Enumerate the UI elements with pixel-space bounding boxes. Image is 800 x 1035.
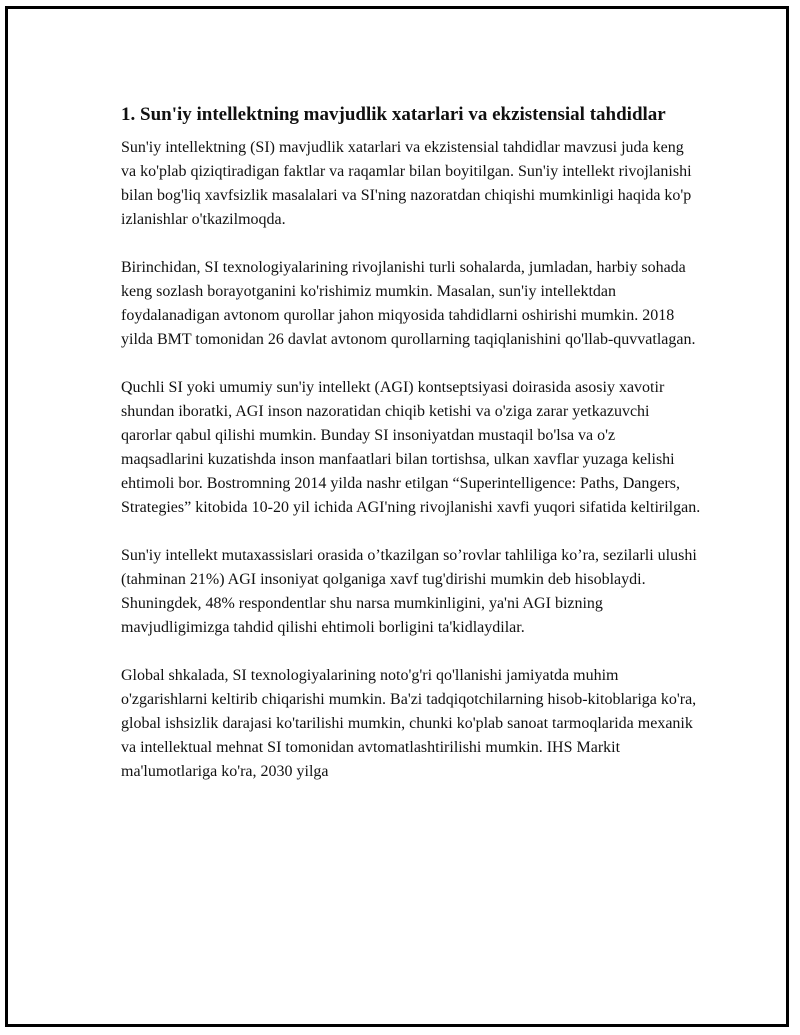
page-frame	[5, 6, 789, 1027]
paragraph-5: Global shkalada, SI texnologiyalarining noto'g'ri qo'llanishi jamiyatda muhim o'zgarishlarni keltirib chiqarishi mumkin. Ba'zi tadqiqotchilarning hisob-kitoblariga ko'ra, global ishsizlik darajasi ko'tarilishi mumkin, chunki ko'plab sanoat tarmoqlarida mexanik va intellektual mehnat SI tomonidan avtomatlashtirilishi mumkin. IHS Markit ma'lumotlariga ko'ra, 2030 yilga	[121, 667, 697, 780]
paragraph-3: Quchli SI yoki umumiy sun'iy intellekt (AGI) kontseptsiyasi doirasida asosiy xavotir shundan iboratki, AGI inson nazoratidan chiqib ketishi va o'ziga zarar yetkazuvchi qarorlar qabul qilishi mumkin. Bunday SI insoniyatdan mustaqil bo'lsa va o'z maqsadlarini kuzatishda inson manfaatlari bilan tortishsa, ulkan xavflar yuzaga kelishi ehtimoli bor. Bostromning 2014 yilda nashr etilgan “Superintelligence: Paths, Dangers, Strategies” kitobida 10-20 yil ichida AGI'ning rivojlanishi xavfi yuqori sifatida keltirilgan.	[121, 379, 701, 516]
paragraph-2: Birinchidan, SI texnologiyalarining rivojlanishi turli sohalarda, jumladan, harbiy sohada keng sozlash borayotganini ko'rishimiz mumkin. Masalan, sun'iy intellektdan foydalanadigan avtonom qurollar jahon miqyosida tahdidlarni oshirishi mumkin. 2018 yilda BMT tomonidan 26 davlat avtonom qurollarning taqiqlanishini qo'llab-quvvatlagan.	[121, 259, 696, 348]
paragraph-1: Sun'iy intellektning (SI) mavjudlik xatarlari va ekzistensial tahdidlar mavzusi juda keng va ko'plab qiziqtiradigan faktlar va raqamlar bilan boyitilgan. Sun'iy intellekt rivojlanishi bilan bog'liq xavfsizlik masalalari va SI'ning nazoratdan chiqishi mumkinligi haqida ko'p izlanishlar o'tkazilmoqda.	[121, 139, 692, 228]
paragraph-4: Sun'iy intellekt mutaxassislari orasida o’tkazilgan so’rovlar tahliliga ko’ra, sezilarli ulushi (tahminan 21%) AGI insoniyat qolganiga xavf tug'dirishi mumkin deb hisoblaydi. Shuningdek, 48% respondentlar shu narsa mumkinligini, ya'ni AGI bizning mavjudligimizga tahdid qilishi ehtimoli borligini ta'kidlaydilar.	[121, 547, 697, 636]
section-title: 1. Sun'iy intellektning mavjudlik xatarlari va ekzistensial tahdidlar	[121, 104, 666, 125]
document-body	[121, 101, 701, 808]
